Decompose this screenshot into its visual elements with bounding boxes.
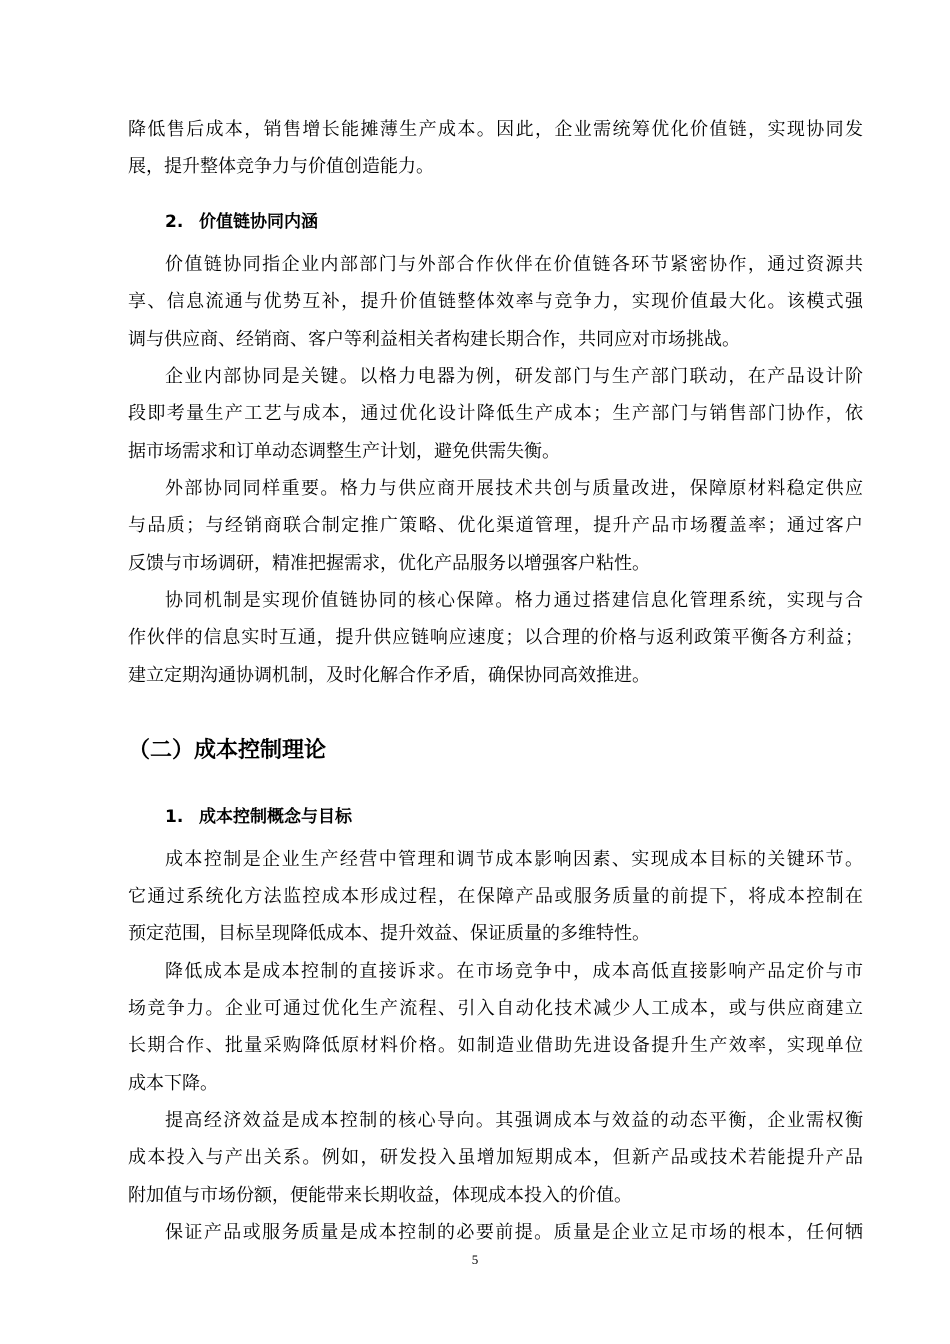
paragraph-line: 调与供应商、经销商、客户等利益相关者构建长期合作，共同应对市场挑战。 — [128, 329, 740, 350]
paragraph-line: 降低成本是成本控制的直接诉求。在市场竞争中，成本高低直接影响产品定价与市 — [165, 961, 863, 982]
paragraph-line: 企业内部协同是关键。以格力电器为例，研发部门与生产部门联动，在产品设计阶 — [165, 366, 863, 387]
paragraph-line: 成本下降。 — [128, 1073, 218, 1094]
paragraph-line: 建立定期沟通协调机制，及时化解合作矛盾，确保协同高效推进。 — [128, 665, 650, 686]
paragraph-line: 段即考量生产工艺与成本，通过优化设计降低生产成本；生产部门与销售部门协作，依 — [128, 403, 863, 424]
subsection-heading-cost-control — [165, 806, 352, 828]
page-number: 5 — [471, 1252, 479, 1267]
paragraph-line: 预定范围，目标呈现降低成本、提升效益、保证质量的多维特性。 — [128, 923, 650, 944]
paragraph-line: 长期合作、批量采购降低原材料价格。如制造业借助先进设备提升生产效率，实现单位 — [128, 1035, 863, 1056]
paragraph-line: 附加值与市场份额，便能带来长期收益，体现成本投入的价值。 — [128, 1185, 632, 1206]
subsection-number: 2. — [165, 212, 184, 232]
paragraph-line: 协同机制是实现价值链协同的核心保障。格力通过搭建信息化管理系统，实现与合 — [165, 590, 863, 611]
paragraph-line: 保证产品或服务质量是成本控制的必要前提。质量是企业立足市场的根本，任何牺 — [165, 1222, 863, 1243]
paragraph-line: 成本投入与产出关系。例如，研发投入虽增加短期成本，但新产品或技术若能提升产品 — [128, 1147, 863, 1168]
subsection-title: 价值链协同内涵 — [199, 212, 318, 232]
subsection-number: 1. — [165, 807, 184, 827]
paragraph-line: 享、信息流通与优势互补，提升价值链整体效率与竞争力，实现价值最大化。该模式强 — [128, 291, 863, 312]
paragraph-line: 外部协同同样重要。格力与供应商开展技术共创与质量改进，保障原材料稳定供应 — [165, 478, 863, 499]
paragraph-line: 作伙伴的信息实时互通，提升供应链响应速度；以合理的价格与返利政策平衡各方利益； — [128, 627, 863, 648]
paragraph-line: 降低售后成本，销售增长能摊薄生产成本。因此，企业需统筹优化价值链，实现协同发 — [128, 119, 863, 140]
paragraph-line: 反馈与市场调研，精准把握需求，优化产品服务以增强客户粘性。 — [128, 553, 650, 574]
subsection-title: 成本控制概念与目标 — [199, 807, 352, 827]
section-heading: （二）成本控制理论 — [128, 738, 327, 763]
paragraph-line: 据市场需求和订单动态调整生产计划，避免供需失衡。 — [128, 441, 560, 462]
paragraph-line: 成本控制是企业生产经营中管理和调节成本影响因素、实现成本目标的关键环节。 — [165, 849, 863, 870]
paragraph-line: 展，提升整体竞争力与价值创造能力。 — [128, 156, 434, 177]
subsection-heading-value-chain-synergy — [165, 211, 318, 233]
paragraph-line: 它通过系统化方法监控成本形成过程，在保障产品或服务质量的前提下，将成本控制在 — [128, 886, 863, 907]
paragraph-line: 提高经济效益是成本控制的核心导向。其强调成本与效益的动态平衡，企业需权衡 — [165, 1110, 863, 1131]
paragraph-line: 场竞争力。企业可通过优化生产流程、引入自动化技术减少人工成本，或与供应商建立 — [128, 998, 863, 1019]
paragraph-line: 价值链协同指企业内部部门与外部合作伙伴在价值链各环节紧密协作，通过资源共 — [165, 254, 863, 275]
paragraph-line: 与品质；与经销商联合制定推广策略、优化渠道管理，提升产品市场覆盖率；通过客户 — [128, 515, 863, 536]
